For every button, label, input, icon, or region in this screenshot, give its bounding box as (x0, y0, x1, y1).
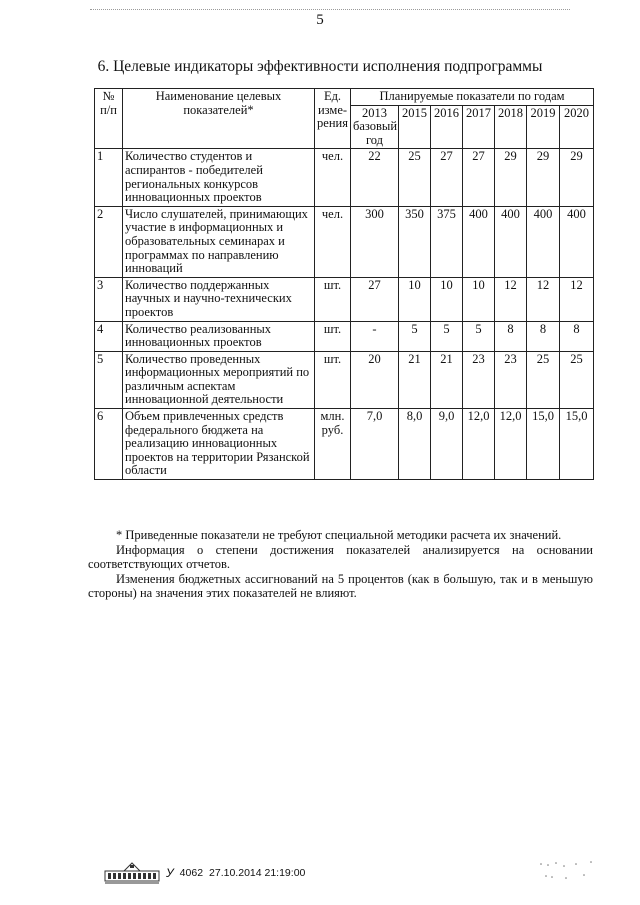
value-cell: 12,0 (495, 409, 527, 480)
table-row (95, 206, 594, 277)
table-row (95, 351, 594, 408)
header-year: 2019 (527, 105, 560, 149)
table-row (95, 409, 594, 480)
value-cell: 8 (560, 321, 594, 351)
value-cell: 23 (495, 351, 527, 408)
value-cell: 7,0 (351, 409, 399, 480)
header-unit: Ед. изме-рения (315, 89, 351, 149)
value-cell: 12 (527, 277, 560, 321)
value-cell: 12,0 (463, 409, 495, 480)
indicator-name: Количество проведенных информационных мероприятий по различным аспектам инновационной деятельности (123, 351, 315, 408)
indicator-unit: шт. (315, 277, 351, 321)
note-paragraph: Информация о степени достижения показателей анализируется на основании соответствующих отчетов. (88, 542, 593, 572)
value-cell: 25 (560, 351, 594, 408)
table-row (95, 277, 594, 321)
header-year: 2017 (463, 105, 495, 149)
value-cell: 25 (527, 351, 560, 408)
value-cell: - (351, 321, 399, 351)
indicator-name: Объем привлеченных средств федерального бюджета на реализацию инновационных проектов на территории Рязанской области (123, 409, 315, 480)
indicator-name: Количество поддержанных научных и научно-технических проектов (123, 277, 315, 321)
row-number: 2 (95, 206, 123, 277)
scan-noise-corner (536, 858, 606, 888)
value-cell: 400 (495, 206, 527, 277)
document-number: 4062 (179, 867, 204, 879)
header-year: 2013 базовый год (351, 105, 399, 149)
value-cell: 23 (463, 351, 495, 408)
header-num: № п/п (95, 89, 123, 149)
value-cell: 25 (399, 149, 431, 206)
value-cell: 29 (495, 149, 527, 206)
row-number: 1 (95, 149, 123, 206)
building-stamp-icon (104, 860, 160, 886)
value-cell: 350 (399, 206, 431, 277)
header-planned: Планируемые показатели по годам (351, 89, 594, 106)
indicator-unit: млн. руб. (315, 409, 351, 480)
value-cell: 5 (399, 321, 431, 351)
handwritten-mark: У (166, 866, 174, 880)
indicator-unit: чел. (315, 149, 351, 206)
value-cell: 400 (463, 206, 495, 277)
header-year: 2015 (399, 105, 431, 149)
header-year: 2016 (431, 105, 463, 149)
indicator-unit: чел. (315, 206, 351, 277)
value-cell: 15,0 (527, 409, 560, 480)
note-paragraph: Изменения бюджетных ассигнований на 5 процентов (как в большую, так и в меньшую стороны) на значения этих показателей не влияют. (88, 571, 593, 601)
value-cell: 27 (351, 277, 399, 321)
section-title: 6. Целевые индикаторы эффективности исполнения подпрограммы (97, 58, 543, 75)
value-cell: 8 (495, 321, 527, 351)
document-timestamp: 27.10.2014 21:19:00 (209, 867, 306, 879)
page-number: 5 (316, 12, 324, 28)
value-cell: 5 (463, 321, 495, 351)
row-number: 3 (95, 277, 123, 321)
value-cell: 375 (431, 206, 463, 277)
indicators-table (94, 88, 594, 480)
indicator-unit: шт. (315, 351, 351, 408)
value-cell: 15,0 (560, 409, 594, 480)
indicator-unit: шт. (315, 321, 351, 351)
value-cell: 29 (527, 149, 560, 206)
value-cell: 8 (527, 321, 560, 351)
indicator-name: Число слушателей, принимающих участие в информационных и образовательных семинарах и программах по направлению инноваций (123, 206, 315, 277)
value-cell: 27 (463, 149, 495, 206)
value-cell: 21 (431, 351, 463, 408)
row-number: 6 (95, 409, 123, 480)
table-row (95, 321, 594, 351)
value-cell: 8,0 (399, 409, 431, 480)
value-cell: 400 (527, 206, 560, 277)
value-cell: 9,0 (431, 409, 463, 480)
value-cell: 21 (399, 351, 431, 408)
note-paragraph: * Приведенные показатели не требуют специальной методики расчета их значений. (116, 528, 562, 542)
table-row (95, 149, 594, 206)
value-cell: 27 (431, 149, 463, 206)
header-name: Наименование целевых показателей* (123, 89, 315, 149)
value-cell: 12 (495, 277, 527, 321)
value-cell: 29 (560, 149, 594, 206)
header-year: 2020 (560, 105, 594, 149)
header-year: 2018 (495, 105, 527, 149)
indicator-name: Количество студентов и аспирантов - победителей региональных конкурсов инновационных проектов (123, 149, 315, 206)
footer-stamp (104, 860, 305, 886)
row-number: 5 (95, 351, 123, 408)
value-cell: 5 (431, 321, 463, 351)
value-cell: 12 (560, 277, 594, 321)
value-cell: 10 (431, 277, 463, 321)
indicator-name: Количество реализованных инновационных проектов (123, 321, 315, 351)
notes (88, 528, 593, 601)
value-cell: 22 (351, 149, 399, 206)
value-cell: 400 (560, 206, 594, 277)
value-cell: 10 (399, 277, 431, 321)
value-cell: 10 (463, 277, 495, 321)
row-number: 4 (95, 321, 123, 351)
value-cell: 300 (351, 206, 399, 277)
value-cell: 20 (351, 351, 399, 408)
